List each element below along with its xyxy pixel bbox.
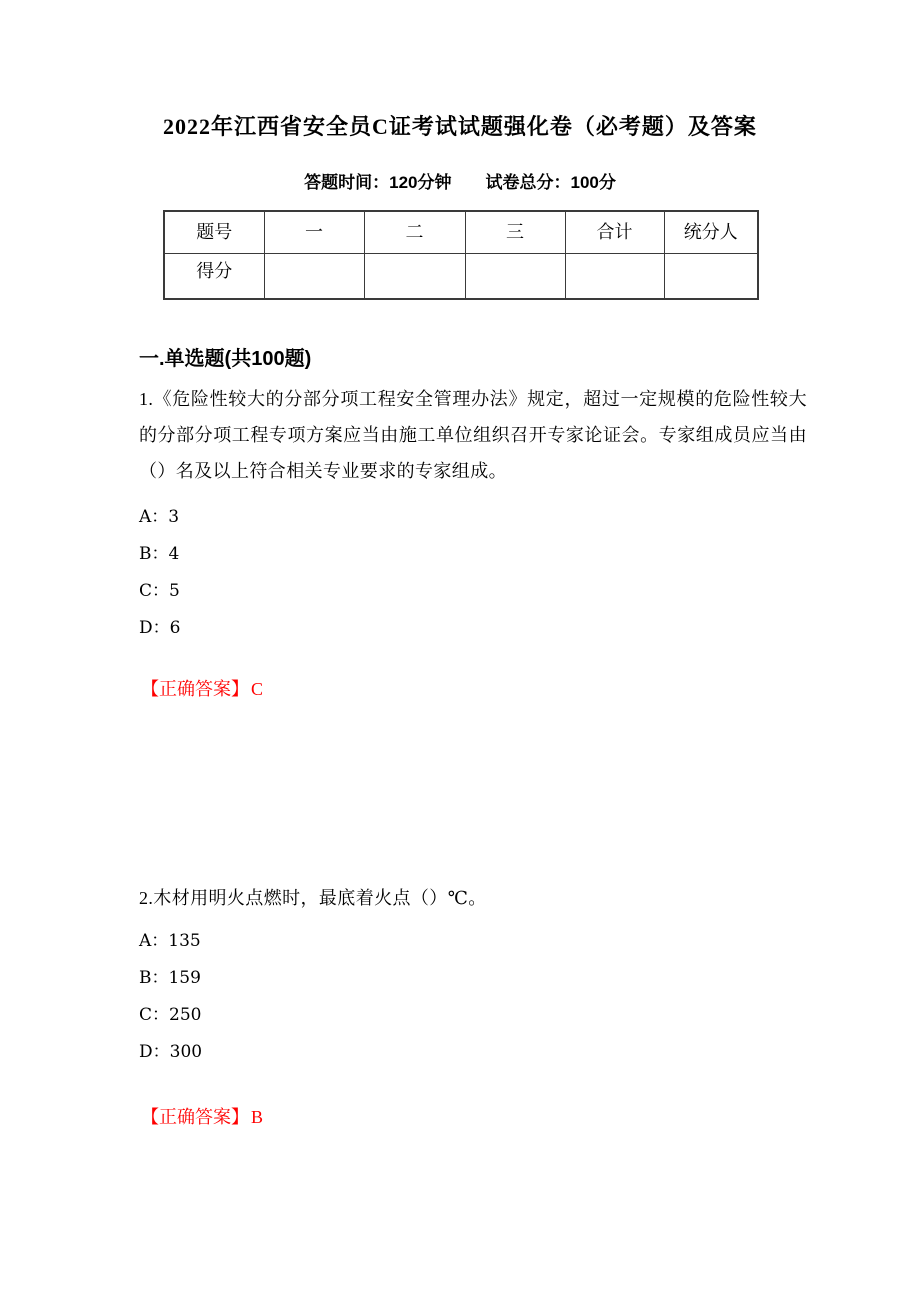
question-1-answer-line xyxy=(141,671,263,707)
exam-time-label: 答题时间：120分钟 xyxy=(304,173,452,192)
question-2-option-b: B：159 xyxy=(139,968,201,988)
question-2-option-a: A：135 xyxy=(139,931,201,951)
score-row-label: 得分 xyxy=(164,253,264,299)
question-2-text: 2.木材用明火点燃时，最底着火点（）℃。 xyxy=(139,888,487,908)
question-1-option-a: A：3 xyxy=(139,507,180,527)
score-header-question-no: 题号 xyxy=(164,211,264,253)
question-2-option-d: D：300 xyxy=(139,1042,203,1062)
correct-answer-value: C xyxy=(251,679,264,699)
score-cell-empty xyxy=(465,253,565,299)
question-1-option-d: D：6 xyxy=(139,618,181,638)
score-header-total: 合计 xyxy=(565,211,664,253)
score-table-header-row xyxy=(164,211,758,253)
score-header-part-3: 三 xyxy=(465,211,565,253)
question-1-option-c: C：5 xyxy=(139,581,180,601)
correct-answer-value: B xyxy=(251,1107,264,1127)
page-title: 2022年江西省安全员C证考试试题强化卷（必考题）及答案 xyxy=(163,114,757,139)
exam-meta xyxy=(0,170,920,196)
question-1-text: 1.《危险性较大的分部分项工程安全管理办法》规定，超过一定规模的危险性较大的分部分项工程专项方案应当由施工单位组织召开专家论证会。专家组成员应当由（）名及以上符合相关专业要求的专家组成。 xyxy=(139,389,807,481)
score-header-scorer: 统分人 xyxy=(664,211,758,253)
section-heading: 一.单选题(共100题) xyxy=(139,348,312,370)
exam-total-score-label: 试卷总分：100分 xyxy=(485,173,616,192)
question-2-option-c: C：250 xyxy=(139,1005,202,1025)
score-cell-empty xyxy=(565,253,664,299)
score-cell-empty xyxy=(664,253,758,299)
question-2-answer-line xyxy=(141,1099,263,1135)
score-table-score-row xyxy=(164,253,758,299)
score-table xyxy=(163,210,759,300)
correct-answer-label: 【正确答案】 xyxy=(141,679,249,699)
score-header-part-2: 二 xyxy=(364,211,465,253)
score-cell-empty xyxy=(364,253,465,299)
score-header-part-1: 一 xyxy=(264,211,364,253)
question-1-option-b: B：4 xyxy=(139,544,180,564)
correct-answer-label: 【正确答案】 xyxy=(141,1107,249,1127)
score-cell-empty xyxy=(264,253,364,299)
